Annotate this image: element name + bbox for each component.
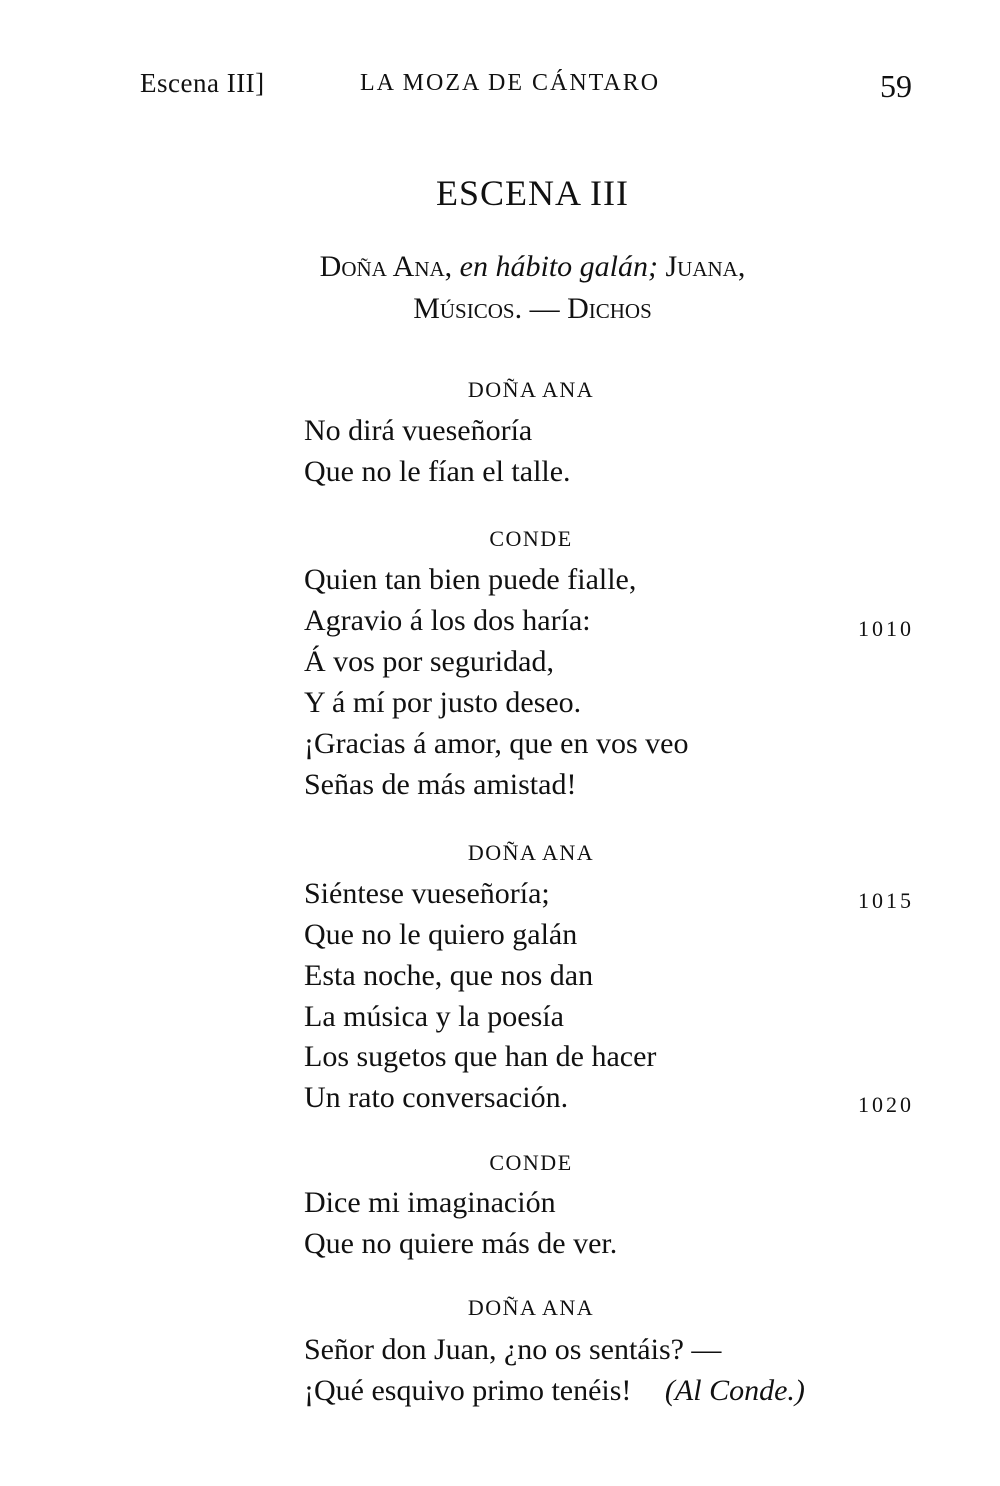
verse-line: Esta noche, que nos dan (304, 959, 594, 992)
verse-line: Señas de más amistad! (304, 768, 577, 801)
running-header-title: LA MOZA DE CÁNTARO (360, 70, 661, 96)
verse-line: Que no le fían el talle. (304, 455, 571, 488)
speaker-label: DOÑA ANA (467, 377, 595, 402)
verse-line: Agravio á los dos haría: (304, 604, 591, 637)
verse-line: Un rato conversación. (304, 1081, 569, 1114)
line-number: 1015 (858, 888, 914, 913)
speaker-label: CONDE (489, 1150, 573, 1175)
verse-line: La música y la poesía (304, 1000, 564, 1033)
page-number: 59 (880, 68, 912, 104)
cast-separator: — (529, 292, 560, 325)
cast-name-juana: Juana, (665, 250, 746, 283)
line-number: 1020 (858, 1092, 914, 1117)
verse-line: No dirá vueseñoría (304, 414, 533, 447)
cast-name-dichos: Dichos (567, 292, 652, 325)
stage-direction: (Al Conde.) (664, 1374, 805, 1407)
cast-list-line-2 (0, 292, 1000, 326)
verse-line: Que no le quiero galán (304, 918, 578, 951)
cast-note: en hábito galán; (459, 250, 658, 283)
cast-list-line-1 (0, 250, 1000, 284)
speaker-label: DOÑA ANA (467, 840, 595, 865)
verse-line: ¡Gracias á amor, que en vos veo (304, 727, 689, 760)
verse-line: Dice mi imaginación (304, 1186, 556, 1219)
line-number: 1010 (858, 616, 914, 641)
verse-line (304, 1374, 805, 1408)
verse-line: Quien tan bien puede fialle, (304, 563, 637, 596)
verse-line: Señor don Juan, ¿no os sentáis? — (304, 1333, 722, 1366)
scene-heading: ESCENA III (436, 173, 629, 213)
cast-name-musicos: Músicos. (413, 292, 523, 325)
running-header-scene: Escena III] (140, 68, 265, 98)
verse-line: Á vos por seguridad, (304, 645, 554, 678)
speaker-label: DOÑA ANA (467, 1295, 595, 1320)
verse-line: Que no quiere más de ver. (304, 1227, 618, 1260)
verse-line-text: ¡Qué esquivo primo tenéis! (304, 1374, 632, 1407)
speaker-label: CONDE (489, 526, 573, 551)
verse-line: Y á mí por justo deseo. (304, 686, 582, 719)
cast-name-dona-ana: Doña Ana, (319, 250, 453, 283)
verse-line: Siéntese vueseñoría; (304, 877, 550, 910)
verse-line: Los sugetos que han de hacer (304, 1040, 657, 1073)
